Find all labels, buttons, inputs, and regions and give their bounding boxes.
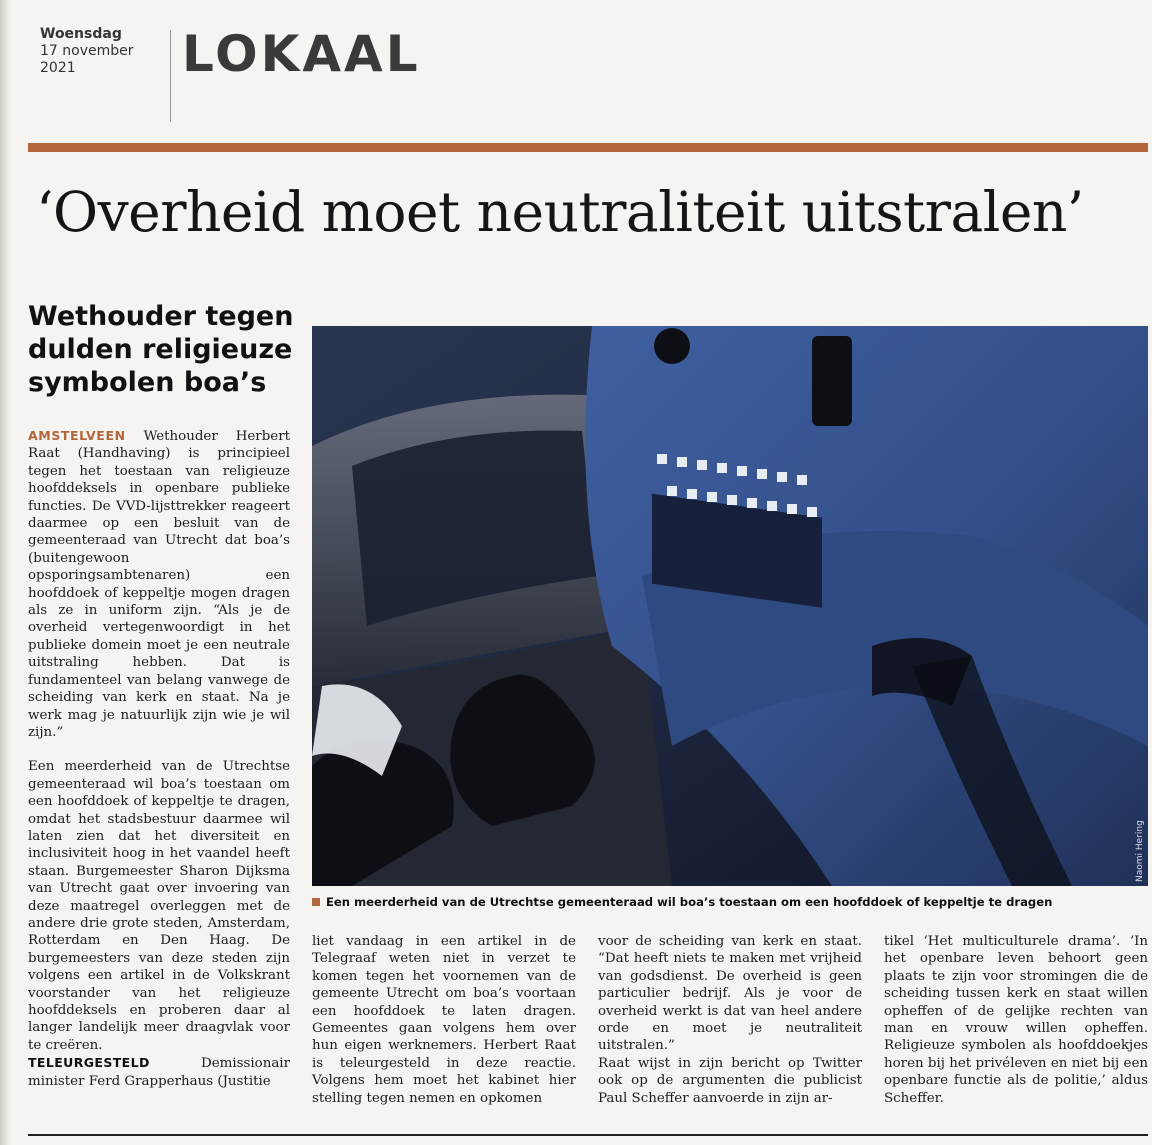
- photo-credit-text: Naomi Hering: [1135, 820, 1145, 882]
- date-day-month: 17 november: [40, 43, 134, 59]
- radio-device: [812, 336, 852, 426]
- location-kicker: AMSTELVEEN: [28, 428, 126, 443]
- weekday: Woensdag: [40, 26, 122, 42]
- column-3-quote: voor de scheiding van kerk en staat. “Dat heeft niets te maken met vrijheid van godsdienst. De overheid is geen particulier bedrijf. Als je voor de overheid werkt is dat van heel andere orde en moet je neutraliteit uitstralen.”: [598, 934, 862, 1054]
- page-fold-shadow: [0, 0, 12, 1145]
- bottom-rule: [28, 1134, 1148, 1136]
- caption-marker: [312, 898, 320, 906]
- column-4-text: tikel ‘Het multiculturele drama’. ‘In het openbare leven behoort geen plaats te zijn voor stromingen die de scheiding tussen kerk en staat willen opheffen of de gelijke rechten van man en vrouw willen opheffen. Religieuze symbolen als hoofddoekjes horen bij het privéleven en niet bij een openbare functie als de politie,’ aldus Scheffer.: [884, 934, 1148, 1106]
- date-year: 2021: [40, 60, 76, 76]
- accent-rule: [28, 143, 1148, 152]
- caption-text: Een meerderheid van de Utrechtse gemeenteraad wil boa’s toestaan om een hoofddoek of keppeltje te dragen: [326, 895, 1053, 909]
- photo-illustration: [312, 326, 1148, 886]
- masthead-divider: [170, 30, 171, 122]
- paragraph-3: [28, 1054, 290, 1090]
- article-column-4: [884, 933, 1148, 1107]
- column-3-text: Raat wijst in zijn bericht op Twitter ook op de argumenten die publicist Paul Scheffer aanvoerde in zijn ar-: [598, 1055, 862, 1106]
- subheadline: Wethouder tegen dulden religieuze symbolen boa’s: [28, 301, 294, 398]
- photo-credit: [1133, 800, 1149, 884]
- photo-caption: [312, 894, 1152, 910]
- intertitle-kicker: TELEURGESTELD: [28, 1055, 150, 1071]
- lead-text: Wethouder Herbert Raat (Handhaving) is principieel tegen het toestaan van religieuze hoofddeksels in openbare publieke functies. De VVD-lijsttrekker reageert daarmee op een besluit van de gemeenteraad van Utrecht dat boa’s (buitengewoon opsporingsambtenaren) een hoofddoek of keppeltje mogen dragen als ze in uniform zijn. “Als je de overheid vertegenwoordigt in het publieke domein moet je een neutrale uitstraling hebben. Dat is fundamenteel van belang vanwege de scheiding van kerk en staat. Na je werk mag je natuurlijk zijn wie je wil zijn.”: [28, 429, 290, 740]
- column-2-text: liet vandaag in een artikel in de Telegraaf weten niet in verzet te komen tegen het voornemen van de gemeente Utrecht om boa’s voortaan een hoofddoek te laten dragen. Gemeentes gaan volgens hem over hun eigen werknemers. Herbert Raat is teleurgesteld in deze reactie. Volgens hem moet het kabinet hier stelling tegen nemen en opkomen: [312, 934, 576, 1106]
- article-column-2: [312, 933, 576, 1107]
- paragraph-3-text: Demissionair minister Ferd Grapperhaus (Justitie: [28, 1056, 290, 1089]
- headline: ‘Overheid moet neutraliteit uitstralen’: [36, 180, 1084, 244]
- paragraph-2: Een meerderheid van de Utrechtse gemeenteraad wil boa’s toestaan om een hoofddoek of keppeltje te dragen, omdat het stadsbestuur daarmee wil laten zien dat het diversiteit en inclusiviteit hoog in het vaandel heeft staan. Burgemeester Sharon Dijksma van Utrecht gaat over invoering van deze maatregel overleggen met de andere drie grote steden, Amsterdam, Rotterdam en Den Haag. De burgemeesters van deze steden zijn volgens een artikel in de Volkskrant voorstander van het religieuze hoofddeksels en proberen daar al langer landelijk meer draagvlak voor te creëren.: [28, 759, 290, 1053]
- dateline: [40, 26, 170, 77]
- article-photo: [312, 326, 1148, 886]
- article-column-3: [598, 933, 862, 1107]
- article-column-1: [28, 427, 290, 1090]
- lead-paragraph: [28, 427, 290, 741]
- section-title: LOKAAL: [182, 25, 421, 83]
